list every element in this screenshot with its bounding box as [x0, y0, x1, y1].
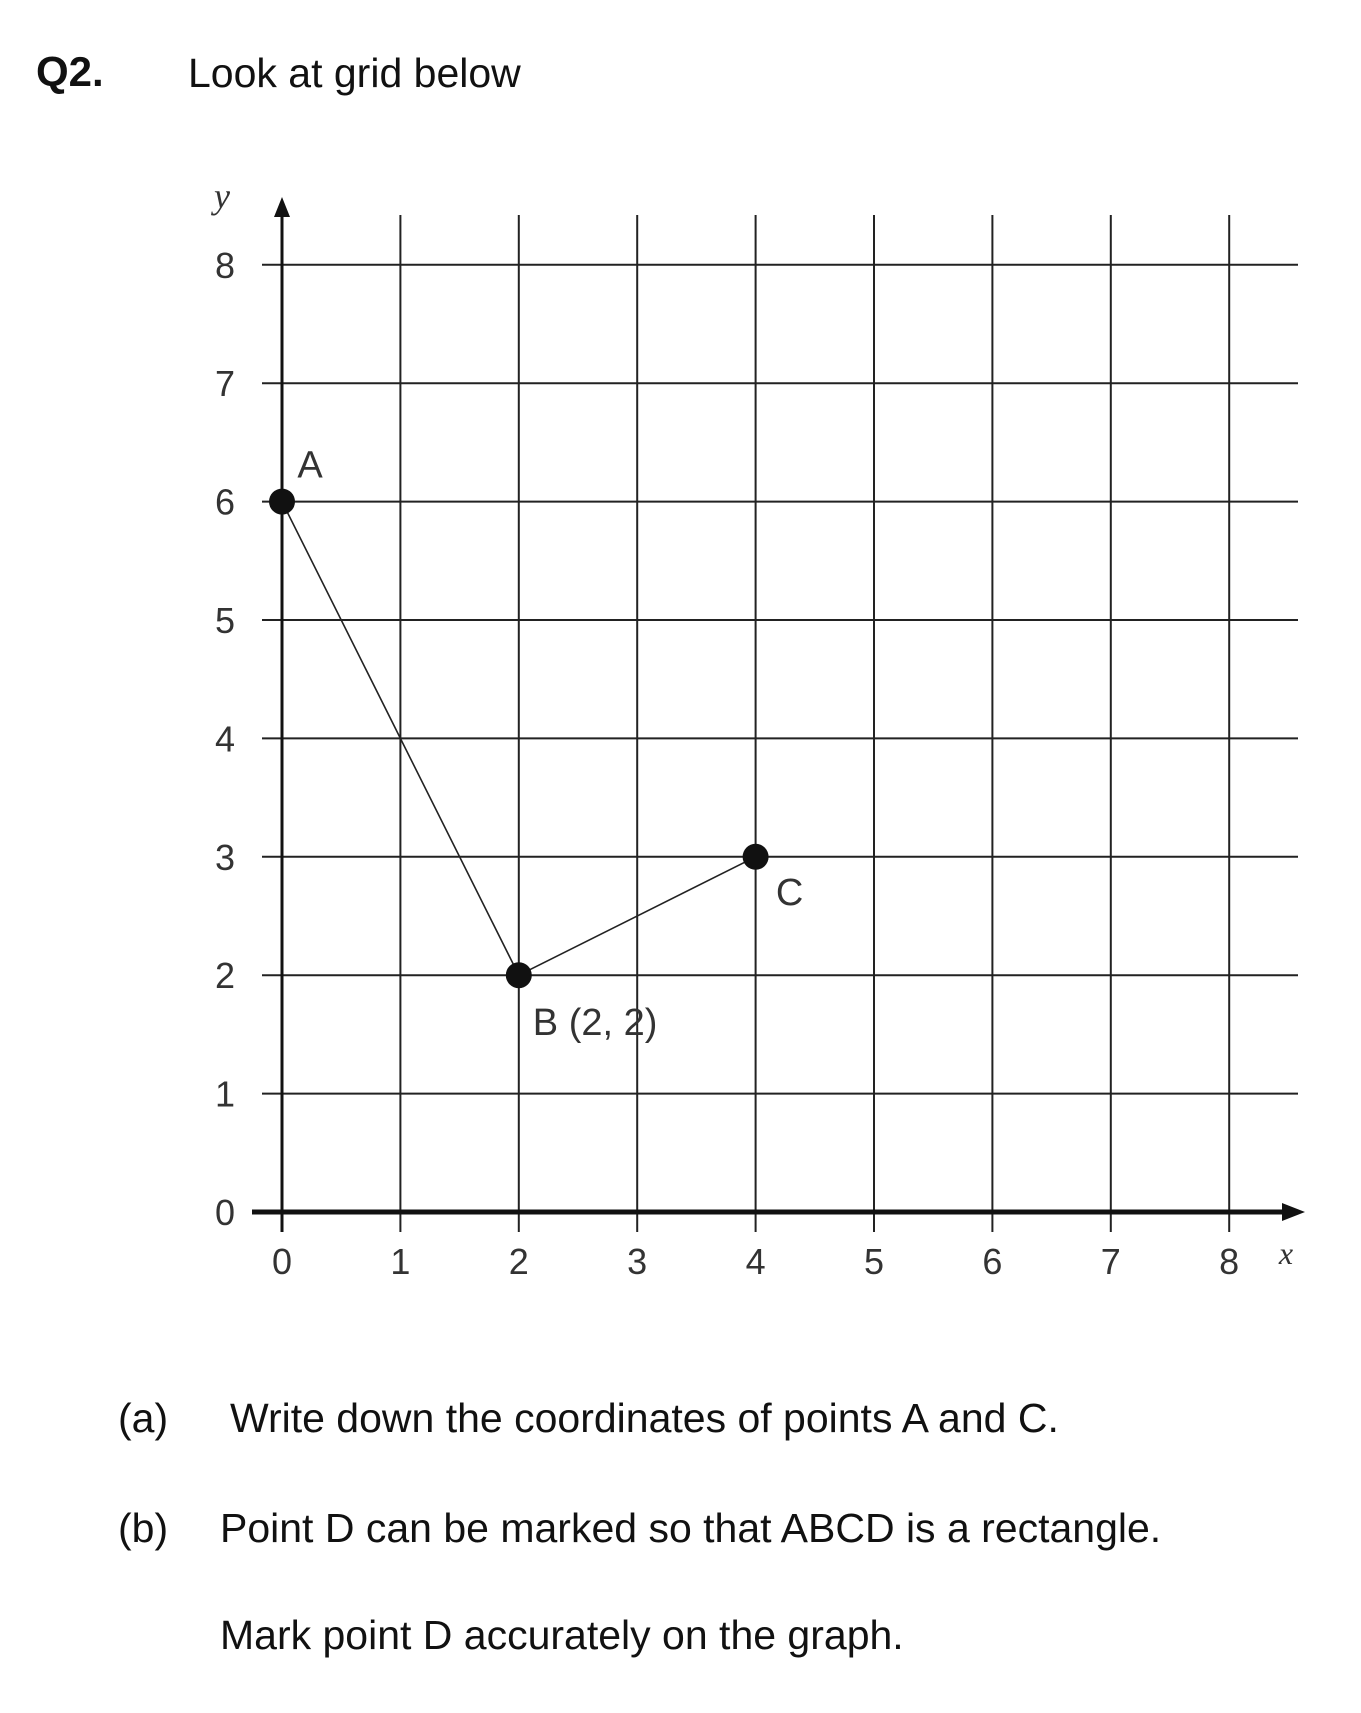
x-tick-label: 8 [1219, 1241, 1240, 1282]
x-tick-label: 4 [745, 1241, 766, 1282]
x-axis-arrow [1282, 1203, 1305, 1221]
y-tick-label: 6 [214, 481, 236, 523]
y-axis-arrow [274, 197, 290, 217]
y-tick-label: 0 [214, 1192, 236, 1233]
y-tick-label: 3 [214, 836, 236, 878]
x-tick-label: 0 [271, 1241, 293, 1282]
point-label-c: C [775, 871, 804, 914]
part-b-instruction: Mark point D accurately on the graph. [220, 1612, 904, 1658]
part-b-label: (b) [118, 1505, 169, 1551]
part-a-text: Write down the coordinates of points A and C. [230, 1395, 1059, 1441]
y-tick-label: 2 [214, 955, 236, 997]
point-c [743, 844, 769, 870]
y-tick-label: 5 [214, 600, 236, 641]
x-tick-label: 5 [863, 1241, 885, 1282]
x-tick-label: 6 [982, 1241, 1003, 1282]
part-a-label: (a) [118, 1395, 169, 1441]
point-b [506, 962, 532, 988]
point-a [269, 489, 295, 515]
x-axis-label: x [1278, 1235, 1294, 1271]
x-tick-label: 3 [627, 1241, 648, 1282]
y-tick-label: 4 [214, 718, 236, 760]
x-tick-label: 2 [508, 1241, 529, 1282]
question-intro: Look at grid below [188, 50, 521, 96]
y-axis-label: y [214, 176, 230, 216]
y-tick-label: 7 [214, 363, 236, 405]
point-label-b: B (2, 2) [532, 1002, 658, 1045]
x-tick-label: 1 [390, 1241, 411, 1282]
part-b-text: Point D can be marked so that ABCD is a rectangle. [220, 1505, 1162, 1551]
point-label-a: A [297, 444, 323, 487]
question-number: Q2. [36, 48, 104, 95]
y-tick-label: 1 [214, 1073, 236, 1115]
y-tick-label: 8 [214, 244, 236, 286]
x-tick-label: 7 [1100, 1241, 1121, 1282]
